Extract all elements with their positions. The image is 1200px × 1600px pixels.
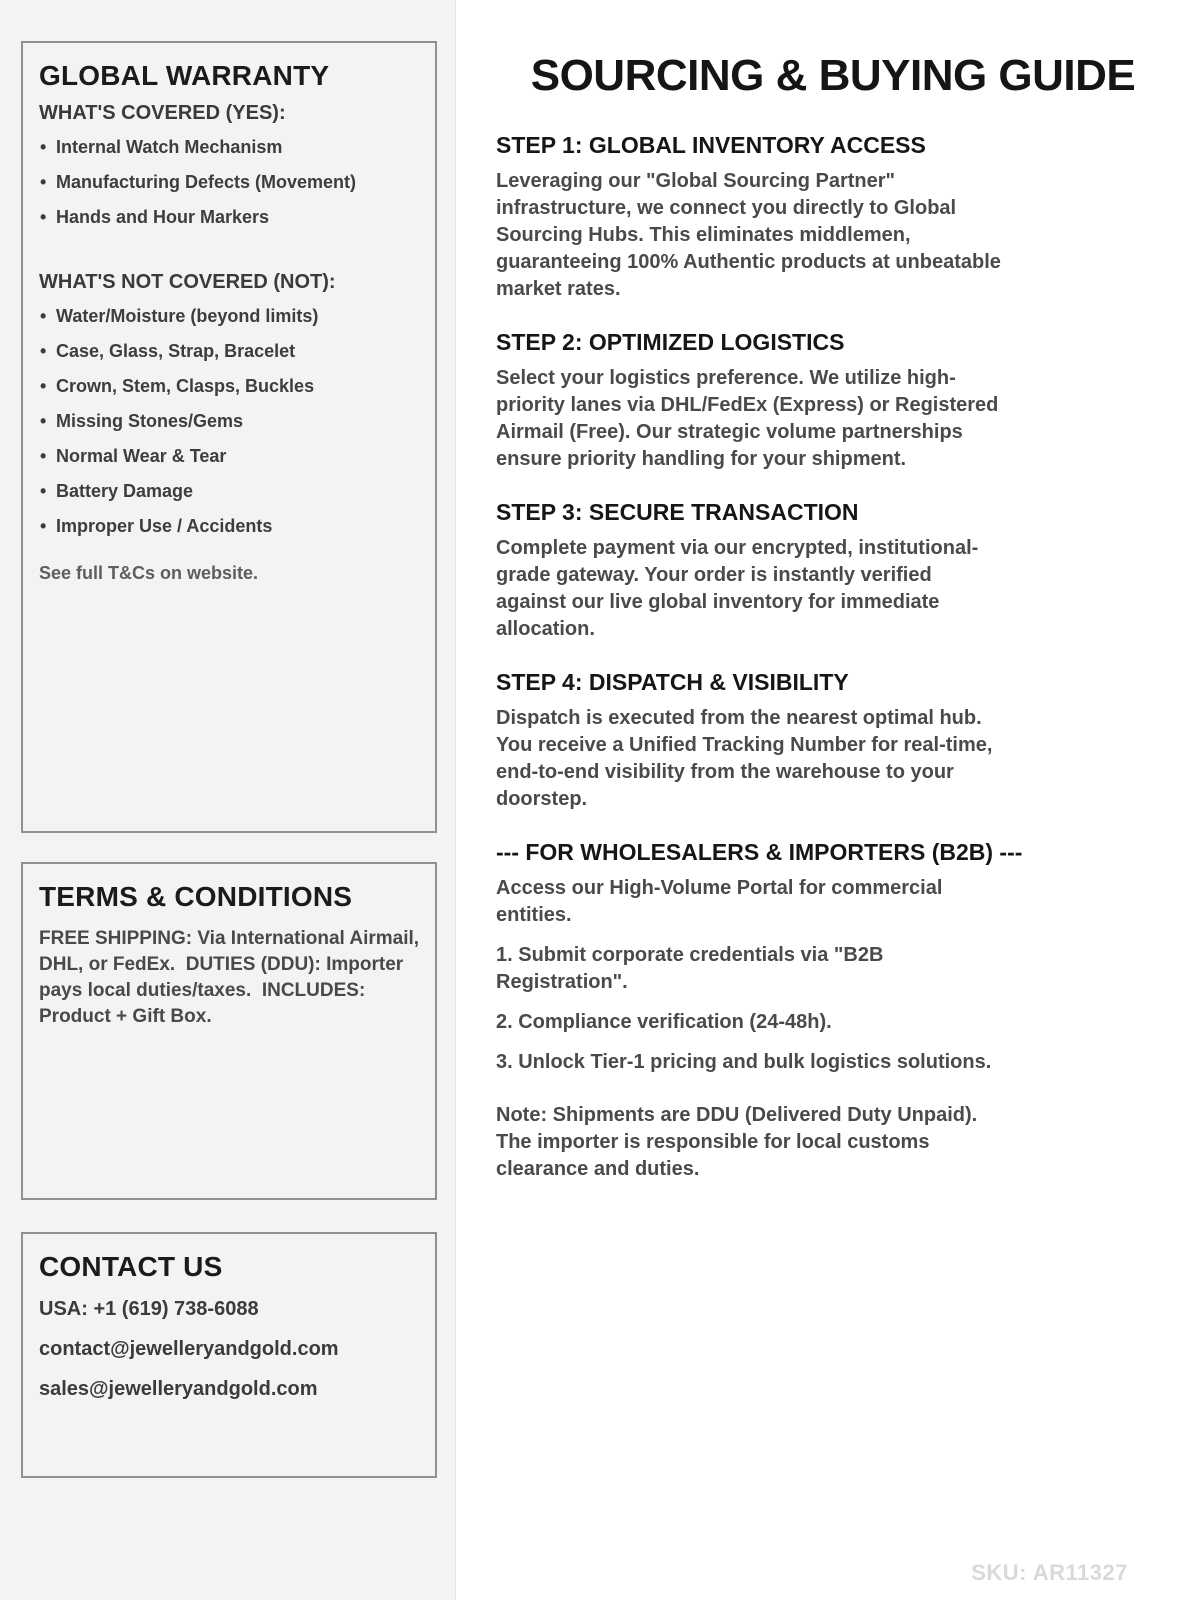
step-body: Dispatch is executed from the nearest optimal hub. You receive a Unified Tracking Number for real-time, end-to-end visibility from the warehouse to your doorstep. [496,707,993,810]
step-heading: STEP 2: OPTIMIZED LOGISTICS [496,329,845,355]
covered-list-item: • Manufacturing Defects (Movement) [39,172,423,193]
step-body: Select your logistics preference. We utilize high-priority lanes via DHL/FedEx (Express) or Registered Airmail (Free). Our strategic volume partnerships ensure priority handling for your shipment. [496,367,999,470]
not-covered-list-item: • Crown, Stem, Clasps, Buckles [39,376,423,397]
step-section [496,667,1170,813]
sidebar [0,0,456,1600]
b2b-paragraph: 3. Unlock Tier-1 pricing and bulk logistics solutions. [496,1051,992,1073]
step-heading: STEP 1: GLOBAL INVENTORY ACCESS [496,132,926,158]
covered-list-item: • Internal Watch Mechanism [39,137,423,158]
contact-line: USA: +1 (619) 738-6088 [39,1298,259,1320]
contact-box [21,1232,437,1478]
sku-label: SKU: AR11327 [971,1560,1128,1585]
terms-title: TERMS & CONDITIONS [39,881,353,912]
b2b-paragraph: 2. Compliance verification (24-48h). [496,1011,832,1033]
step-heading: STEP 3: SECURE TRANSACTION [496,499,859,525]
covered-heading: WHAT'S COVERED (YES): [39,102,286,124]
b2b-paragraphs [496,875,1170,1183]
b2b-paragraph: 1. Submit corporate credentials via "B2B Registration". [496,944,884,993]
warranty-box [21,41,437,833]
step-section [496,327,1170,473]
step-section [496,130,1170,303]
not-covered-list [39,306,423,537]
contact-line: contact@jewelleryandgold.com [39,1338,339,1360]
not-covered-heading: WHAT'S NOT COVERED (NOT): [39,271,336,293]
not-covered-list-item: • Case, Glass, Strap, Bracelet [39,341,423,362]
b2b-heading: --- FOR WHOLESALERS & IMPORTERS (B2B) --- [496,839,1023,865]
contact-title: CONTACT US [39,1251,223,1282]
not-covered-list-item: • Improper Use / Accidents [39,516,423,537]
contact-line: sales@jewelleryandgold.com [39,1378,318,1400]
step-body: Leveraging our "Global Sourcing Partner" infrastructure, we connect you directly to Global Sourcing Hubs. This eliminates middlemen, guaranteeing 100% Authentic products at unbeatable market rates. [496,170,1001,300]
step-heading: STEP 4: DISPATCH & VISIBILITY [496,669,849,695]
not-covered-list-item: • Normal Wear & Tear [39,446,423,467]
contact-lines [39,1298,423,1401]
steps [496,130,1170,813]
main-content [456,0,1200,1183]
step-section [496,497,1170,643]
not-covered-list-item: • Missing Stones/Gems [39,411,423,432]
page-title: SOURCING & BUYING GUIDE [530,51,1136,100]
covered-list [39,137,423,228]
not-covered-list-item: • Water/Moisture (beyond limits) [39,306,423,327]
covered-list-item: • Hands and Hour Markers [39,207,423,228]
b2b-paragraph: Access our High-Volume Portal for commercial entities. [496,877,943,926]
not-covered-list-item: • Battery Damage [39,481,423,502]
warranty-title: GLOBAL WARRANTY [39,60,330,91]
terms-body: FREE SHIPPING: Via International Airmail, DHL, or FedEx. DUTIES (DDU): Importer pays local duties/taxes. INCLUDES: Product + Gift Box. [39,928,425,1027]
b2b-paragraph: Note: Shipments are DDU (Delivered Duty Unpaid). The importer is responsible for local customs clearance and duties. [496,1104,978,1180]
step-body: Complete payment via our encrypted, institutional-grade gateway. Your order is instantly verified against our live global inventory for immediate allocation. [496,537,979,640]
warranty-footnote: See full T&Cs on website. [39,563,259,583]
terms-box [21,862,437,1200]
